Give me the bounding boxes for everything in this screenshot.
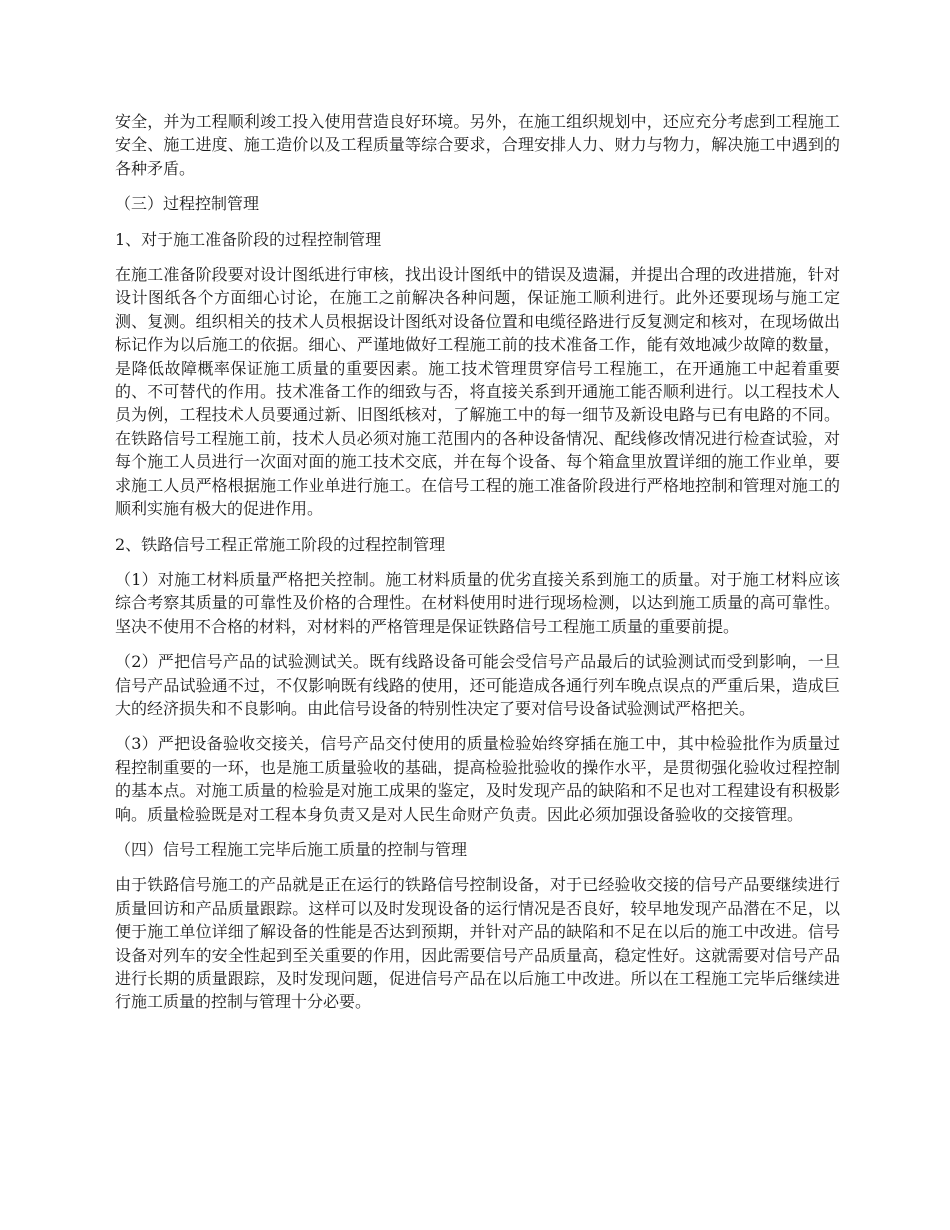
paragraph-intro-continuation: 安全，并为工程顺利竣工投入使用营造良好环境。另外，在施工组织规划中，还应充分考虑到工程施工安全、施工进度、施工造价以及工程质量等综合要求，合理安排人力、财力与物力，解决施工中遇到的各种矛盾。 (115, 112, 840, 178)
section-heading-post-construction: （四）信号工程施工完毕后施工质量的控制与管理 (115, 839, 468, 859)
paragraph-equipment-acceptance: （3）严把设备验收交接关，信号产品交付使用的质量检验始终穿插在施工中，其中检验批作为质量过程控制重要的一环，也是施工质量验收的基础，提高检验批验收的操作水平，是贯彻强化验收过程控制的基本点。对施工质量的检验是对施工成果的鉴定，及时发现产品的缺陷和不足也对工程建设有积极影响。质量检验既是对工程本身负责又是对人民生命财产负责。因此必须加强设备验收的交接管理。 (115, 734, 840, 824)
subsection-heading-normal-construction-stage: 2、铁路信号工程正常施工阶段的过程控制管理 (115, 534, 446, 554)
paragraph-post-construction: 由于铁路信号施工的产品就是正在运行的铁路信号控制设备，对于已经验收交接的信号产品要继续进行质量回访和产品质量跟踪。这样可以及时发现设备的运行情况是否良好，较早地发现产品潜在不足，以便于施工单位详细了解设备的性能是否达到预期，并针对产品的缺陷和不足在以后的施工中改进。信号设备对列车的安全性起到至关重要的作用，因此需要信号产品质量高，稳定性好。这就需要对信号产品进行长期的质量跟踪，及时发现问题，促进信号产品在以后施工中改进。所以在工程施工完毕后继续进行施工质量的控制与管理十分必要。 (115, 875, 840, 1012)
paragraph-preparation-stage: 在施工准备阶段要对设计图纸进行审核，找出设计图纸中的错误及遗漏，并提出合理的改进措施，针对设计图纸各个方面细心讨论，在施工之前解决各种问题，保证施工顺利进行。此外还要现场与施工定测、复测。组织相关的技术人员根据设计图纸对设备位置和电缆径路进行反复测定和核对，在现场做出标记作为以后施工的依据。细心、严谨地做好工程施工前的技术准备工作，能有效地减少故障的数量，是降低故障概率保证施工质量的重要因素。施工技术管理贯穿信号工程施工，在开通施工中起着重要的、不可替代的作用。技术准备工作的细致与否，将直接关系到开通施工能否顺利进行。以工程技术人员为例，工程技术人员要通过新、旧图纸核对，了解施工中的每一细节及新设电路与已有电路的不同。在铁路信号工程施工前，技术人员必须对施工范围内的各种设备情况、配线修改情况进行检查试验，对每个施工人员进行一次面对面的施工技术交底，并在每个设备、每个箱盒里放置详细的施工作业单，要求施工人员严格根据施工作业单进行施工。在信号工程的施工准备阶段进行严格地控制和管理对施工的顺利实施有极大的促进作用。 (115, 265, 840, 519)
paragraph-material-quality: （1）对施工材料质量严格把关控制。施工材料质量的优劣直接关系到施工的质量。对于施工材料应该综合考察其质量的可靠性及价格的合理性。在材料使用时进行现场检测，以达到施工质量的高可靠性。坚决不使用不合格的材料，对材料的严格管理是保证铁路信号工程施工质量的重要前提。 (115, 569, 840, 636)
subsection-heading-preparation-stage: 1、对于施工准备阶段的过程控制管理 (115, 229, 382, 249)
section-heading-process-control: （三）过程控制管理 (115, 194, 260, 214)
paragraph-signal-testing: （2）严把信号产品的试验测试关。既有线路设备可能会受信号产品最后的试验测试而受到影响，一旦信号产品试验通不过，不仅影响既有线路的使用，还可能造成各通行列车晚点误点的严重后果，造成巨大的经济损失和不良影响。由此信号设备的特别性决定了要对信号设备试验测试严格把关。 (115, 652, 840, 718)
document-page (115, 110, 840, 1026)
